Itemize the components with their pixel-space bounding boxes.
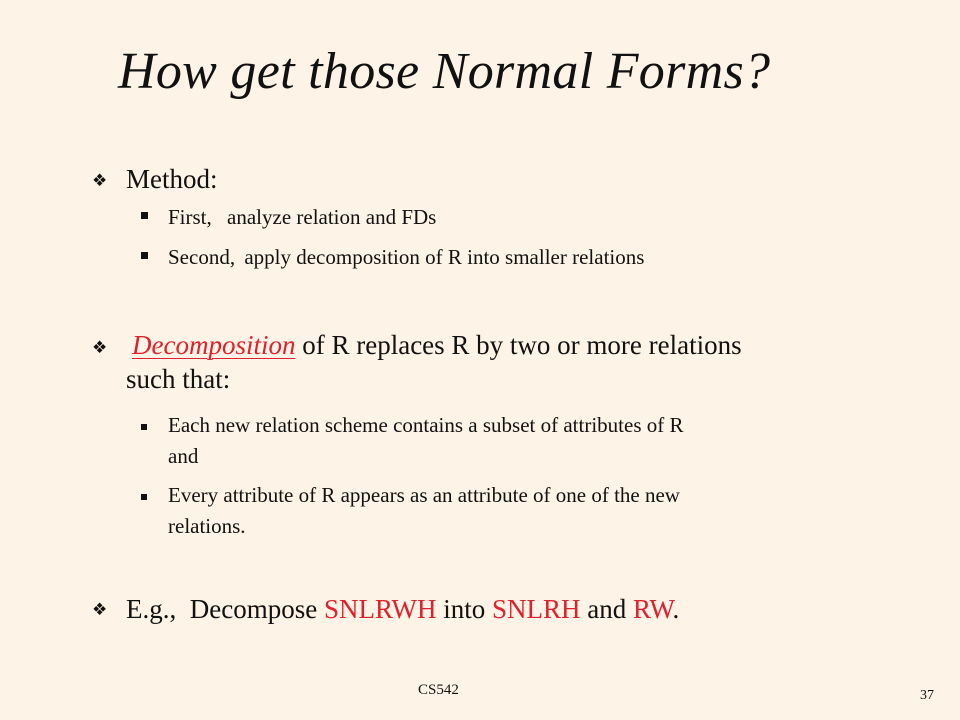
sub-bullet-every-line1: Every attribute of R appears as an attribute of one of the new — [168, 483, 680, 507]
square-bullet-icon — [141, 494, 147, 500]
sub-bullet-first — [168, 202, 888, 233]
sub-bullet-subset-line2: and — [168, 444, 199, 468]
slide-title: How get those Normal Forms? — [118, 43, 771, 100]
example-relation-snlrh: SNLRH — [491, 594, 581, 624]
example-relation-rw: RW — [632, 594, 673, 624]
diamond-bullet-icon: ❖ — [92, 171, 108, 190]
bullet-method-text: Method: — [126, 164, 218, 194]
sub-bullet-second-label: Second, — [168, 245, 236, 269]
footer-course: CS542 — [418, 682, 459, 698]
sub-bullet-first-text: analyze relation and FDs — [227, 205, 437, 229]
sub-bullet-subset-line1: Each new relation scheme contains a subset of attributes of R — [168, 413, 684, 437]
sub-bullet-every-attribute — [168, 480, 888, 542]
example-into: into — [436, 594, 492, 624]
sub-bullet-second — [168, 242, 888, 273]
bullet-decomposition-line2: such that: — [126, 364, 231, 394]
diamond-bullet-icon: ❖ — [92, 600, 108, 619]
sub-bullet-every-line2: relations. — [168, 514, 246, 538]
example-prefix: E.g., Decompose — [126, 594, 324, 624]
bullet-decomposition-line1: of R replaces R by two or more relations — [295, 330, 742, 360]
bullet-decomposition — [126, 328, 926, 396]
square-bullet-icon — [141, 212, 148, 219]
diamond-bullet-icon: ❖ — [92, 338, 108, 357]
footer-page-number: 37 — [920, 688, 934, 703]
example-and: and — [580, 594, 633, 624]
bullet-method — [126, 162, 926, 196]
bullet-example — [126, 592, 926, 626]
sub-bullet-subset — [168, 410, 888, 472]
decomposition-term: Decomposition — [132, 330, 296, 360]
square-bullet-icon — [141, 252, 148, 259]
sub-bullet-first-label: First, — [168, 205, 212, 229]
example-relation-snlrwh: SNLRWH — [323, 594, 437, 624]
square-bullet-icon — [141, 424, 147, 430]
example-suffix: . — [672, 594, 680, 624]
sub-bullet-second-text: apply decomposition of R into smaller relations — [244, 245, 645, 269]
